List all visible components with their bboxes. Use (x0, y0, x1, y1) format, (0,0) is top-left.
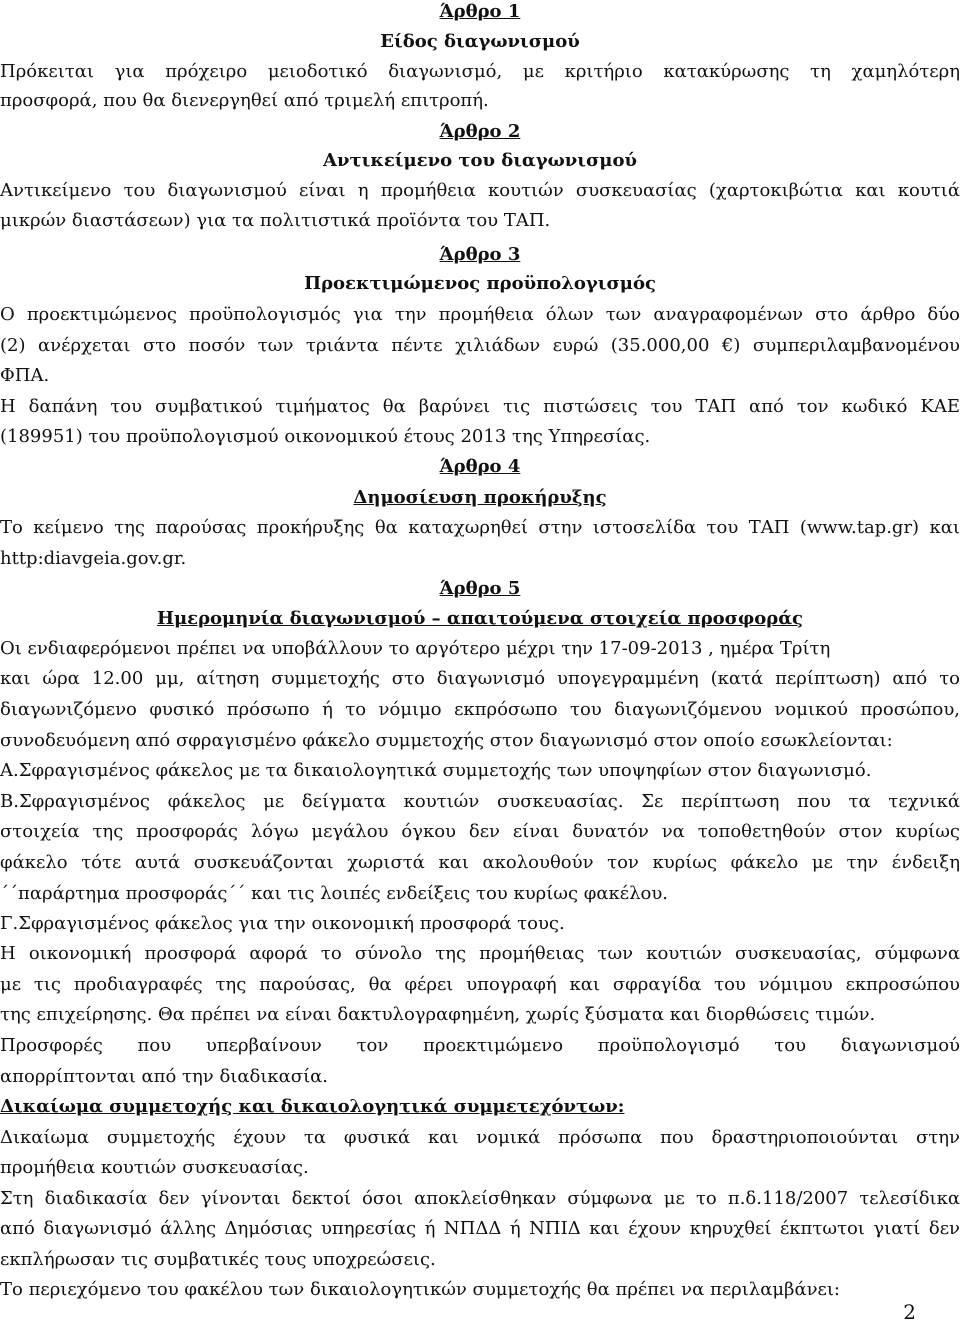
paragraph-line: διαγωνιζόμενο φυσικό πρόσωπο ή το νόμιμο εκπρόσωπο του διαγωνιζόμενου νομικού προσώπου, (0, 699, 960, 720)
article-4-title: Δημοσίευση προκήρυξης (353, 487, 607, 508)
paragraph-line: ΦΠΑ. (0, 365, 50, 386)
article-1-heading: Άρθρο 1 (439, 1, 521, 22)
article-5-heading: Άρθρο 5 (439, 578, 521, 599)
paragraph-line: Το περιεχόμενο του φακέλου των δικαιολογητικών συμμετοχής θα πρέπει να περιλαμβάνει: (0, 1279, 840, 1300)
paragraph-line: Δικαίωμα συμμετοχής έχουν τα φυσικά και νομικά πρόσωπα που δραστηριοποιούνται στην (0, 1127, 960, 1148)
paragraph-line: Οι ενδιαφερόμενοι πρέπει να υποβάλλουν το αργότερο μέχρι την 17-09-2013 , ημέρα Τρίτη (0, 638, 831, 659)
paragraph-line: Β.Σφραγισμένος φάκελος με δείγματα κουτιών συσκευασίας. Σε περίπτωση που τα τεχνικά (0, 791, 960, 812)
paragraph-line: συνοδευόμενη από σφραγισμένο φάκελο συμμετοχής στον διαγωνισμό στον οποίο εσωκλείονται: (0, 730, 893, 751)
paragraph-line: Αντικείμενο του διαγωνισμού είναι η προμήθεια κουτιών συσκευασίας (χαρτοκιβώτια και κουτιά (0, 180, 960, 201)
paragraph-line: μικρών διαστάσεων) για τα πολιτιστικά προϊόντα του ΤΑΠ. (0, 210, 551, 231)
paragraph-line: Στη διαδικασία δεν γίνονται δεκτοί όσοι αποκλείσθηκαν σύμφωνα με το π.δ.118/2007 τελεσίδικα (0, 1188, 960, 1209)
paragraph-line: Γ.Σφραγισμένος φάκελος για την οικονομική προσφορά τους. (0, 913, 565, 934)
paragraph-line: (189951) του προϋπολογισμού οικονομικού έτους 2013 της Υπηρεσίας. (0, 426, 651, 447)
paragraph-line: Η οικονομική προσφορά αφορά το σύνολο της προμήθειας των κουτιών συσκευασίας, σύμφωνα (0, 943, 960, 964)
eligibility-heading: Δικαίωμα συμμετοχής και δικαιολογητικά συμμετεχόντων: (0, 1096, 625, 1117)
paragraph-line: προμήθεια κουτιών συσκευασίας. (0, 1157, 309, 1178)
paragraph-line: Α.Σφραγισμένος φάκελος με τα δικαιολογητικά συμμετοχής των υποψηφίων στον διαγωνισμό. (0, 760, 872, 781)
paragraph-line: εκπλήρωσαν τις συμβατικές τους υποχρεώσεις. (0, 1249, 436, 1270)
article-1-title: Είδος διαγωνισμού (380, 31, 580, 52)
paragraph-line: Πρόκειται για πρόχειρο μειοδοτικό διαγωνισμό, με κριτήριο κατακύρωσης τη χαμηλότερη (0, 61, 960, 82)
paragraph-line: http:diavgeia.gov.gr. (0, 548, 187, 569)
paragraph-line: από διαγωνισμό άλλης Δημόσιας υπηρεσίας ή ΝΠΔΔ ή ΝΠΙΔ και έχουν κηρυχθεί έκπτωτοι γιατί δεν (0, 1218, 960, 1239)
article-2-title: Αντικείμενο του διαγωνισμού (323, 150, 637, 171)
paragraph-line: (2) ανέρχεται στο ποσόν των τριάντα πέντε χιλιάδων ευρώ (35.000,00 €) συμπεριλαμβανομένου (0, 335, 960, 356)
article-4-heading: Άρθρο 4 (439, 456, 521, 477)
article-5-title: Ημερομηνία διαγωνισμού – απαιτούμενα στοιχεία προσφοράς (156, 608, 804, 629)
paragraph-line: Προσφορές που υπερβαίνουν τον προεκτιμώμενο προϋπολογισμό του διαγωνισμού (0, 1035, 960, 1056)
paragraph-line: στοιχεία της προσφοράς λόγω μεγάλου όγκου δεν είναι δυνατόν να τοποθετηθούν στον κυρίως (0, 821, 960, 842)
paragraph-line: προσφορά, που θα διενεργηθεί από τριμελή επιτροπή. (0, 90, 489, 111)
page-number: 2 (903, 1300, 916, 1324)
paragraph-line: Το κείμενο της παρούσας προκήρυξης θα καταχωρηθεί στην ιστοσελίδα του ΤΑΠ (www.tap.gr) και (0, 517, 960, 538)
paragraph-line: Η δαπάνη του συμβατικού τιμήματος θα βαρύνει τις πιστώσεις του ΤΑΠ από τον κωδικό ΚΑΕ (0, 396, 960, 417)
paragraph-line: Ο προεκτιμώμενος προϋπολογισμός για την προμήθεια όλων των αναγραφομένων στο άρθρο δύο (0, 304, 960, 325)
article-3-heading: Άρθρο 3 (439, 244, 521, 265)
paragraph-line: της επιχείρησης. Θα πρέπει να είναι δακτυλογραφημένη, χωρίς ξύσματα και διορθώσεις τιμών. (0, 1004, 876, 1025)
article-2-heading: Άρθρο 2 (439, 121, 521, 142)
article-3-title: Προεκτιμώμενος προϋπολογισμός (304, 273, 656, 294)
paragraph-line: ΄΄παράρτημα προσφοράς΄΄ και τις λοιπές ενδείξεις του κυρίως φακέλου. (0, 883, 669, 904)
paragraph-line: φάκελο τότε αυτά συσκευάζονται χωριστά και ακολουθούν τον κυρίως φάκελο με την ένδειξη (0, 852, 960, 873)
paragraph-line: και ώρα 12.00 μμ, αίτηση συμμετοχής στο διαγωνισμό υπογεγραμμένη (κατά περίπτωση) από το (0, 668, 960, 689)
paragraph-line: με τις προδιαγραφές της παρούσας, θα φέρει υπογραφή και σφραγίδα του νόμιμου εκπροσώπου (0, 974, 960, 995)
paragraph-line: απορρίπτονται από την διαδικασία. (0, 1066, 329, 1087)
